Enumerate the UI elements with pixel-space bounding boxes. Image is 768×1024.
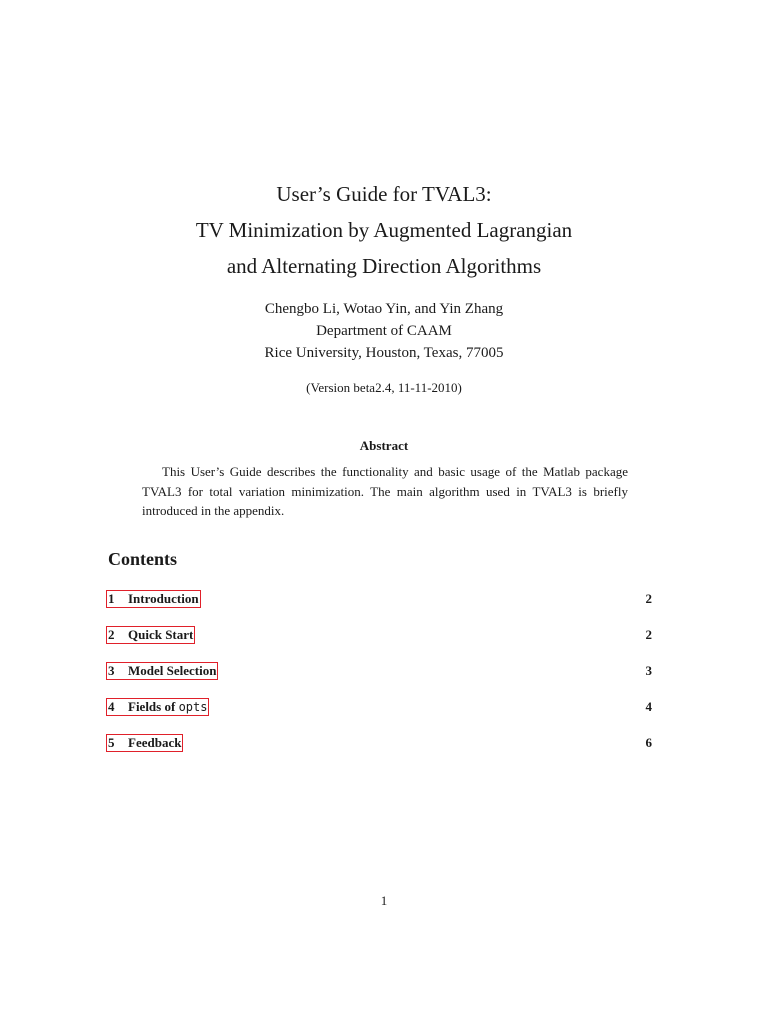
abstract-heading: Abstract xyxy=(359,438,409,453)
toc-code-term: opts xyxy=(178,700,208,714)
title-line-1: User’s Guide for TVAL3: xyxy=(276,182,492,206)
toc-entry-fields-of-opts xyxy=(106,698,652,734)
toc-title: Model Selection xyxy=(128,663,217,678)
toc-page-number: 3 xyxy=(645,663,652,678)
abstract-text xyxy=(142,462,628,521)
toc-page-number: 2 xyxy=(645,591,652,606)
toc-title: Fields of xyxy=(128,699,179,714)
toc-page-number: 2 xyxy=(645,627,652,642)
toc-link-feedback[interactable] xyxy=(106,734,183,752)
toc-title: Feedback xyxy=(128,735,182,750)
version-note: (Version beta2.4, 11-11-2010) xyxy=(306,380,462,395)
toc-number: 1 xyxy=(108,591,115,606)
page-number: 1 xyxy=(380,893,388,908)
toc-link-model-selection[interactable] xyxy=(106,662,218,680)
toc-page-number: 4 xyxy=(645,699,652,714)
author-institution: Rice University, Houston, Texas, 77005 xyxy=(264,345,504,361)
toc-page-number: 6 xyxy=(645,735,652,750)
title-line-2: TV Minimization by Augmented Lagrangian xyxy=(195,218,573,242)
toc-number: 4 xyxy=(108,699,115,714)
author-block xyxy=(0,298,768,364)
toc-title: Introduction xyxy=(128,591,199,606)
toc-link-quick-start[interactable] xyxy=(106,626,195,644)
toc-link-introduction[interactable] xyxy=(106,590,201,608)
toc-entry-model-selection xyxy=(106,662,652,698)
toc-link-fields-of-opts[interactable] xyxy=(106,698,209,716)
toc-entry-introduction xyxy=(106,590,652,626)
table-of-contents xyxy=(106,590,652,770)
title-line-3: and Alternating Direction Algorithms xyxy=(226,254,542,278)
toc-number: 2 xyxy=(108,627,115,642)
author-department: Department of CAAM xyxy=(316,323,452,339)
abstract-paragraph: This User’s Guide describes the functionality and basic usage of the Matlab package TVAL3 for total variation minimization. The main algorithm used in TVAL3 is briefly introduced in the appendix. xyxy=(142,464,628,518)
document-title xyxy=(0,176,768,284)
toc-title: Quick Start xyxy=(128,627,194,642)
contents-heading: Contents xyxy=(108,549,178,569)
toc-entry-feedback xyxy=(106,734,652,770)
toc-number: 3 xyxy=(108,663,115,678)
author-names: Chengbo Li, Wotao Yin, and Yin Zhang xyxy=(264,301,504,317)
toc-number: 5 xyxy=(108,735,115,750)
toc-entry-quick-start xyxy=(106,626,652,662)
